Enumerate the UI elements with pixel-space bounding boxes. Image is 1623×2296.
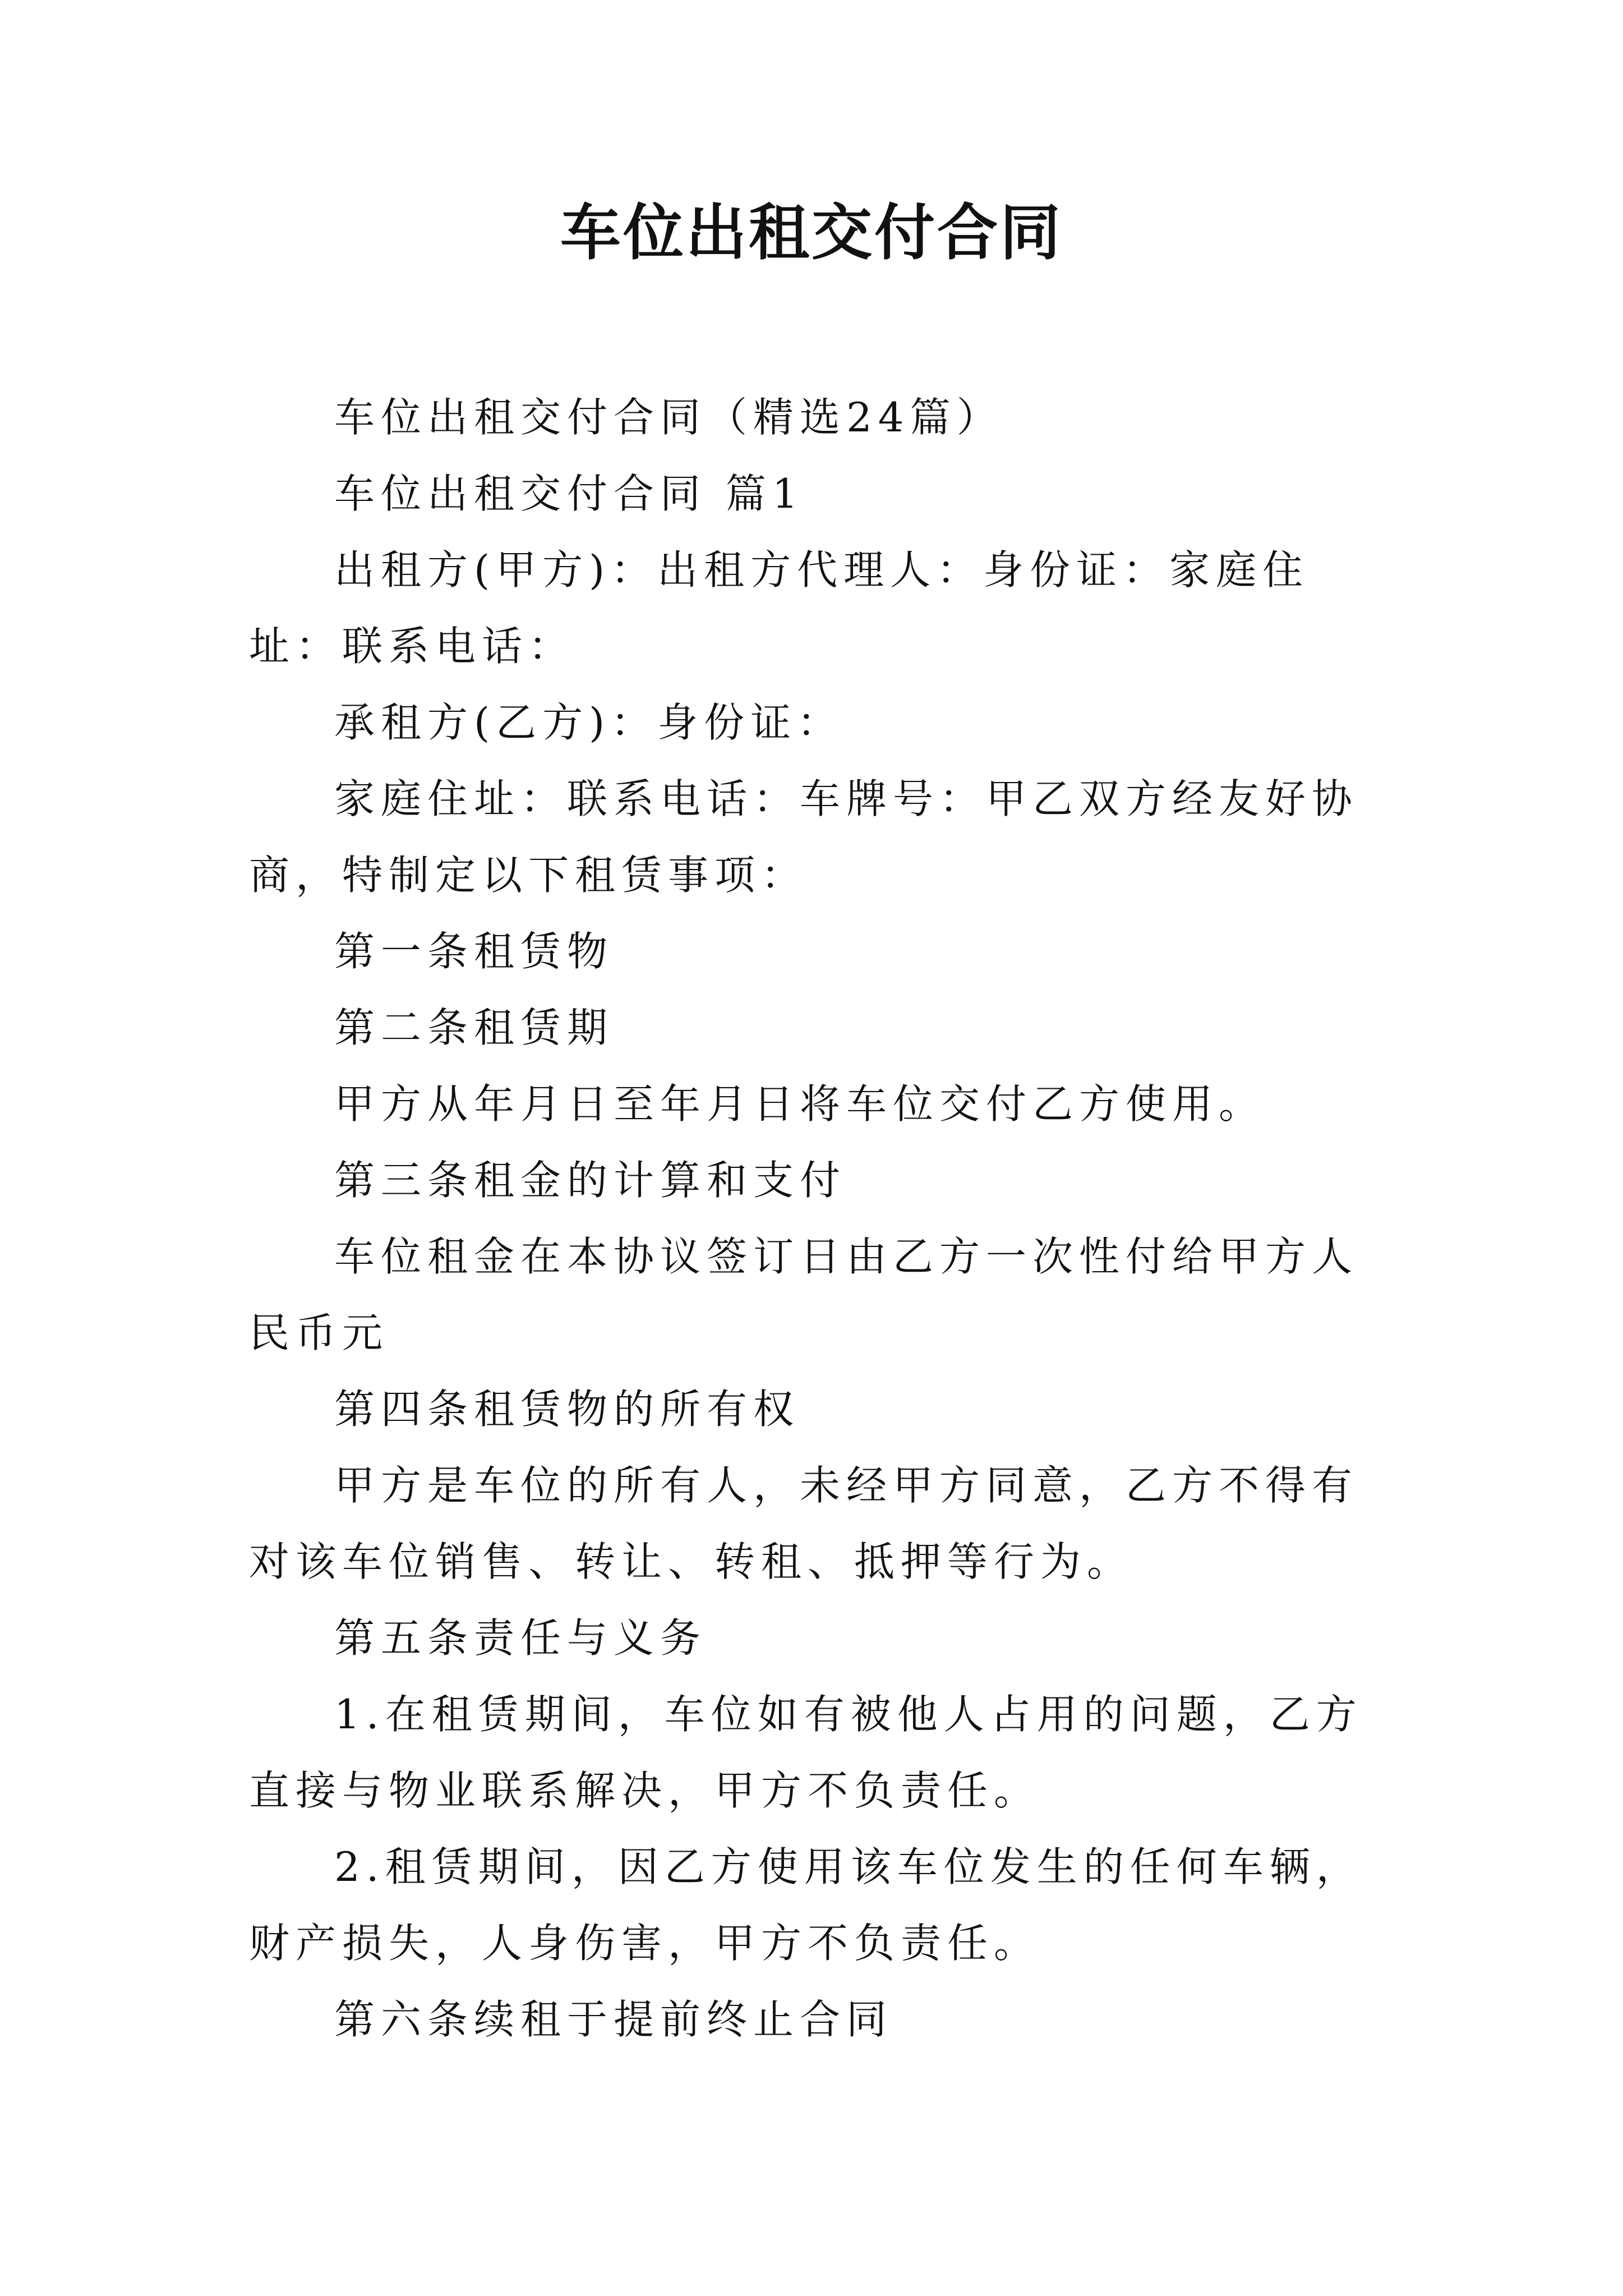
paragraph-section-heading: 车位出租交付合同 篇1 xyxy=(334,470,804,517)
paragraph-rent-payment: 车位租金在本协议签订日由乙方一次性付给甲方人民币元 xyxy=(249,1233,1359,1356)
paragraph-lessee-info: 承租方(乙方)：身份证： xyxy=(334,699,844,746)
paragraph-article-3: 第三条租金的计算和支付 xyxy=(334,1157,847,1204)
paragraph-subtitle: 车位出租交付合同（精选24篇） xyxy=(334,394,1003,441)
paragraph-duty-2: 2.租赁期间，因乙方使用该车位发生的任何车辆，财产损失，人身伤害，甲方不负责任。 xyxy=(249,1843,1363,1967)
paragraph-article-1: 第一条租赁物 xyxy=(334,928,614,975)
paragraph-article-4: 第四条租赁物的所有权 xyxy=(334,1386,800,1433)
paragraph-lessee-contact: 家庭住址：联系电话：车牌号：甲乙双方经友好协商，特制定以下租赁事项： xyxy=(249,775,1359,899)
paragraph-article-2: 第二条租赁期 xyxy=(334,1004,614,1051)
paragraph-ownership: 甲方是车位的所有人，未经甲方同意，乙方不得有对该车位销售、转让、转租、抵押等行为。 xyxy=(249,1462,1359,1585)
paragraph-duty-1: 1.在租赁期间，车位如有被他人占用的问题，乙方直接与物业联系解决，甲方不负责任。 xyxy=(249,1691,1363,1814)
paragraph-lessor-info: 出租方(甲方)：出租方代理人：身份证：家庭住址：联系电话： xyxy=(249,546,1310,670)
paragraph-article-6: 第六条续租于提前终止合同 xyxy=(334,1996,893,2043)
paragraph-lease-term: 甲方从年月日至年月日将车位交付乙方使用。 xyxy=(334,1080,1266,1128)
document-title: 车位出租交付合同 xyxy=(560,197,1063,268)
document-body xyxy=(249,379,1385,2058)
paragraph-article-5: 第五条责任与义务 xyxy=(334,1614,707,1662)
